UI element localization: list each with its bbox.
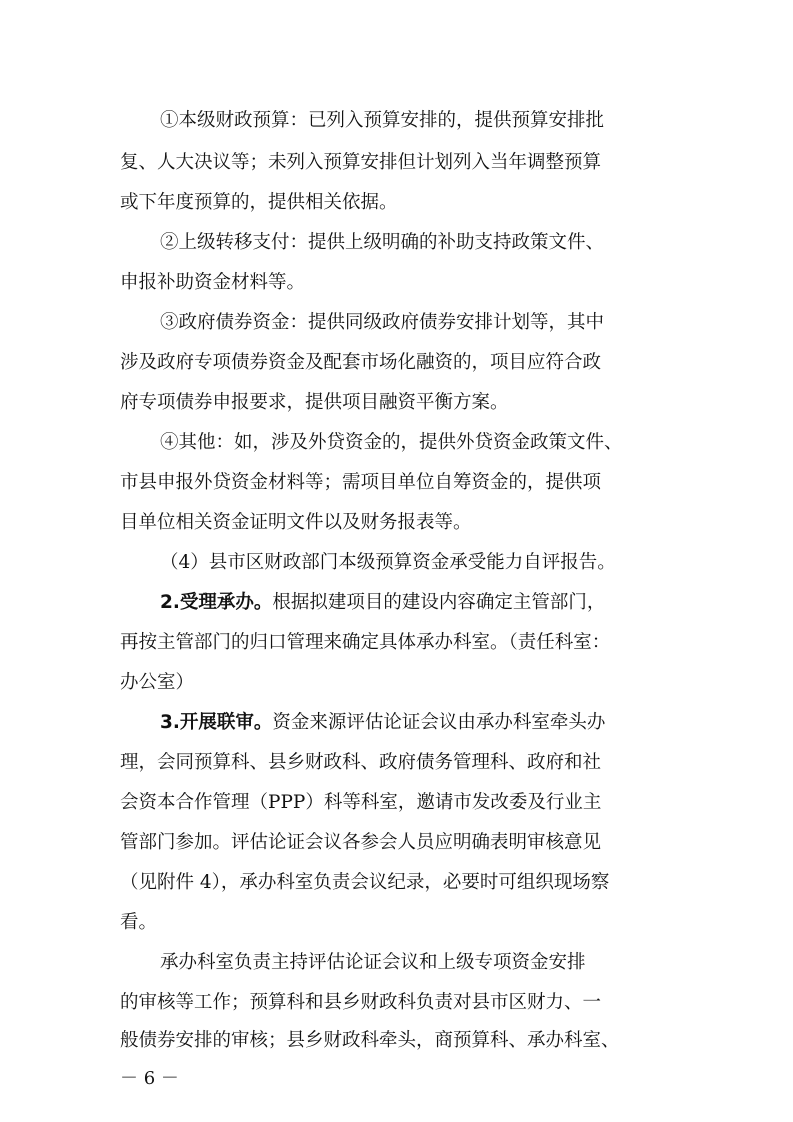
paragraph-line xyxy=(160,594,720,613)
paragraph-line: 承办科室负责主持评估论证会议和上级专项资金安排 xyxy=(160,952,586,973)
paragraph-line: 再按主管部门的归口管理来确定具体承办科室。（责任科室： xyxy=(120,632,611,653)
paragraph-line: 申报补助资金材料等。 xyxy=(120,272,306,293)
paragraph-line: 的审核等工作；预算科和县乡财政科负责对县市区财力、一 xyxy=(120,992,602,1013)
paragraph-text: 根据拟建项目的建设内容确定主管部门， xyxy=(272,592,606,613)
paragraph-line: 或下年度预算的，提供相关依据。 xyxy=(120,192,398,213)
paragraph-line: （4）县市区财政部门本级预算资金承受能力自评报告。 xyxy=(160,552,616,573)
paragraph-line: （见附件 4），承办科室负责会议纪录，必要时可组织现场察 xyxy=(120,872,610,893)
paragraph-line: ③政府债券资金：提供同级政府债券安排计划等，其中 xyxy=(160,312,605,333)
paragraph-line: 市县申报外贷资金材料等；需项目单位自筹资金的，提供项 xyxy=(120,472,602,493)
paragraph-line: 府专项债券申报要求，提供项目融资平衡方案。 xyxy=(120,392,509,413)
paragraph-line: ①本级财政预算：已列入预算安排的，提供预算安排批 xyxy=(160,110,605,131)
paragraph-line: 涉及政府专项债券资金及配套市场化融资的，项目应符合政 xyxy=(120,352,602,373)
paragraph-text: 资金来源评估论证会议由承办科室牵头办 xyxy=(272,712,606,733)
paragraph-line: 管部门参加。评估论证会议各参会人员应明确表明审核意见 xyxy=(120,832,602,853)
paragraph-line xyxy=(160,714,720,733)
paragraph-line: ②上级转移支付：提供上级明确的补助支持政策文件、 xyxy=(160,232,605,253)
paragraph-line: 目单位相关资金证明文件以及财务报表等。 xyxy=(120,512,472,533)
paragraph-line: 办公室） xyxy=(120,672,195,693)
page-number: － 6 － xyxy=(120,1068,179,1089)
paragraph-line: 会资本合作管理（PPP）科等科室，邀请市发改委及行业主 xyxy=(120,792,602,813)
paragraph-line: ④其他：如，涉及外贷资金的，提供外贷资金政策文件、 xyxy=(160,432,623,453)
section-heading: 2.受理承办。 xyxy=(160,592,273,613)
paragraph-line: 般债券安排的审核；县乡财政科牵头，商预算科、承办科室、 xyxy=(120,1030,620,1051)
section-heading: 3.开展联审。 xyxy=(160,712,273,733)
paragraph-line: 复、人大决议等；未列入预算安排但计划列入当年调整预算 xyxy=(120,152,602,173)
paragraph-line: 看。 xyxy=(120,912,158,933)
paragraph-line: 理，会同预算科、县乡财政科、政府债务管理科、政府和社 xyxy=(120,752,602,773)
